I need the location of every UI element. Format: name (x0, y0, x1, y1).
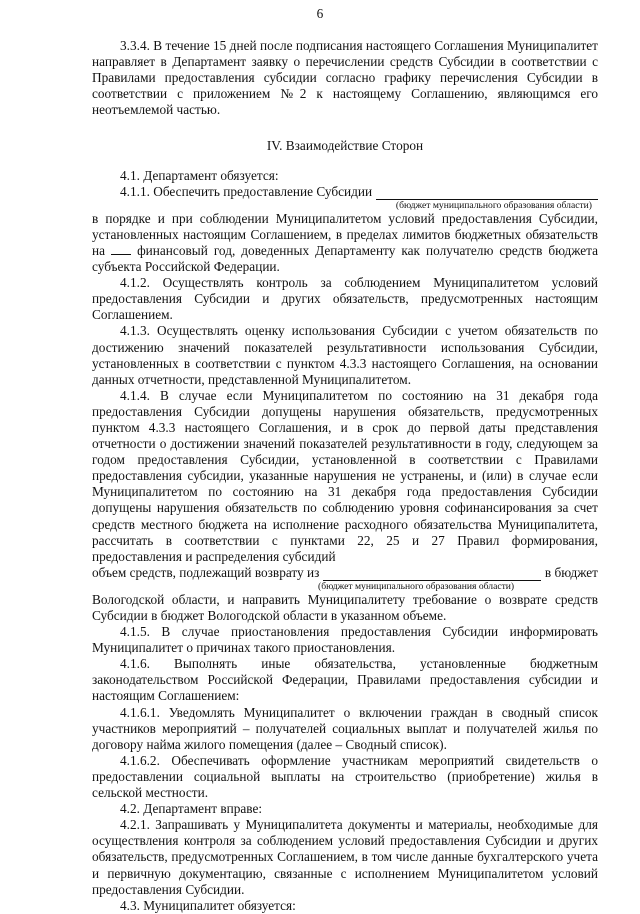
page-number: 6 (316, 6, 324, 21)
clause-4-2: 4.2. Департамент вправе: (120, 801, 263, 817)
clause-4-1-3: 4.1.3. Осуществлять оценку использования Субсидии с учетом обязательств по достижению значений показателей результативности использования Субсидии, установленных в соответствии с пунктом 4.3.3 настоящего Соглашения, на основании данных отчетности, представленной Муниципалитетом. (92, 323, 598, 387)
clause-4-1-4-line-lead: объем средств, подлежащий возврату из (92, 564, 320, 580)
clause-4-1-5: 4.1.5. В случае приостановления предоставления Субсидии информировать Муниципалитет о причинах такого приостановления. (92, 624, 598, 656)
blank-field-municipal-budget (323, 568, 540, 581)
clause-4-1-4-fill-line (92, 565, 598, 581)
caption-budget-municipal: (бюджет муниципального образования области) (318, 580, 515, 592)
clause-4-1-6: 4.1.6. Выполнять иные обязательства, установленные бюджетным законодательством Российской Федерации, Правилами предоставления субсидии и настоящим Соглашением: (92, 656, 598, 704)
document-body (92, 38, 598, 914)
clause-3-3-4: 3.3.4. В течение 15 дней после подписания настоящего Соглашения Муниципалитет направляет в Департамент заявку о перечислении средств Субсидии в соответствии с Правилами предоставления субсидии согласно графику перечисления Субсидии в соответствии с приложением №2 к настоящему Соглашению, являющимся его неотъемлемой частью. (92, 38, 598, 118)
blank-field-budget (376, 187, 598, 200)
clause-4-1-1-cont-a: в порядке и при соблюдении Муниципалитетом условий предоставления Субсидии, установленных настоящим Соглашением, в пределах лимитов бюджетных обязательств на (92, 210, 598, 258)
clause-4-1-6-1: 4.1.6.1. Уведомлять Муниципалитет о включении граждан в сводный список участников мероприятий – получателей социальных выплат и получателей жилья по договору найма жилого помещения (далее – Сводный список). (92, 704, 598, 752)
caption-budget-region: (бюджет муниципального образования области) (395, 199, 592, 211)
clause-4-1-2: 4.1.2. Осуществлять контроль за соблюдением Муниципалитетом условий предоставления Субсидии и других обязательств, предусмотренных настоящим Соглашением. (92, 275, 598, 323)
clause-4-1-4: 4.1.4. В случае если Муниципалитетом по состоянию на 31 декабря года предоставления Субсидии допущены нарушения обязательств, предусмотренных пунктом 4.3.3 настоящего Соглашения, и в срок до первой даты представления отчетности о достижении значений показателей результативности в году, следующем за годом предоставления Субсидии, установленной в соответствии с Правилами предоставления субсидии, указанные нарушения не устранены, и (или) в случае если Муниципалитетом по состоянию на 31 декабря года предоставления Субсидии допущены нарушения обязательств по соблюдению уровня софинансирования за счет средств местного бюджета на исполнение расходного обязательства Муниципалитета, рассчитать в соответствии с пунктами 22, 25 и 27 Правил формирования, предоставления и распределения субсидий (92, 387, 598, 564)
clause-4-3: 4.3. Муниципалитет обязуется: (120, 897, 296, 913)
clause-4-1-4-line-tail: в бюджет (544, 564, 598, 580)
clause-4-1-1-fill-line (92, 184, 598, 200)
clause-4-1-1-lead: 4.1.1. Обеспечить предоставление Субсидии (120, 183, 373, 199)
section-title: IV. Взаимодействие Сторон (266, 138, 424, 154)
clause-4-1-1-cont-b: финансовый год, доведенных Департаменту как получателю средств бюджета субъекта Российской Федерации. (92, 242, 598, 275)
blank-field-year (111, 243, 131, 255)
clause-4-1-4-end: Вологодской области, и направить Муниципалитету требование о возврате средств Субсидии в бюджет Вологодской области в указанном объеме. (92, 591, 598, 623)
clause-4-1: 4.1. Департамент обязуется: (120, 167, 279, 183)
clause-4-1-1-cont (92, 211, 598, 275)
clause-4-2-1: 4.2.1. Запрашивать у Муниципалитета документы и материалы, необходимые для осуществления контроля за соблюдением условий предоставления Субсидии и других обязательств, предусмотренных Соглашением, в том числе данные бухгалтерского учета и первичную документацию, связанные с исполнением Муниципалитетом условий предоставления Субсидии. (92, 817, 598, 897)
clause-4-1-6-2: 4.1.6.2. Обеспечивать оформление участникам мероприятий свидетельств о предоставлении социальной выплаты на строительство (приобретение) жилья в сельской местности. (92, 752, 598, 801)
